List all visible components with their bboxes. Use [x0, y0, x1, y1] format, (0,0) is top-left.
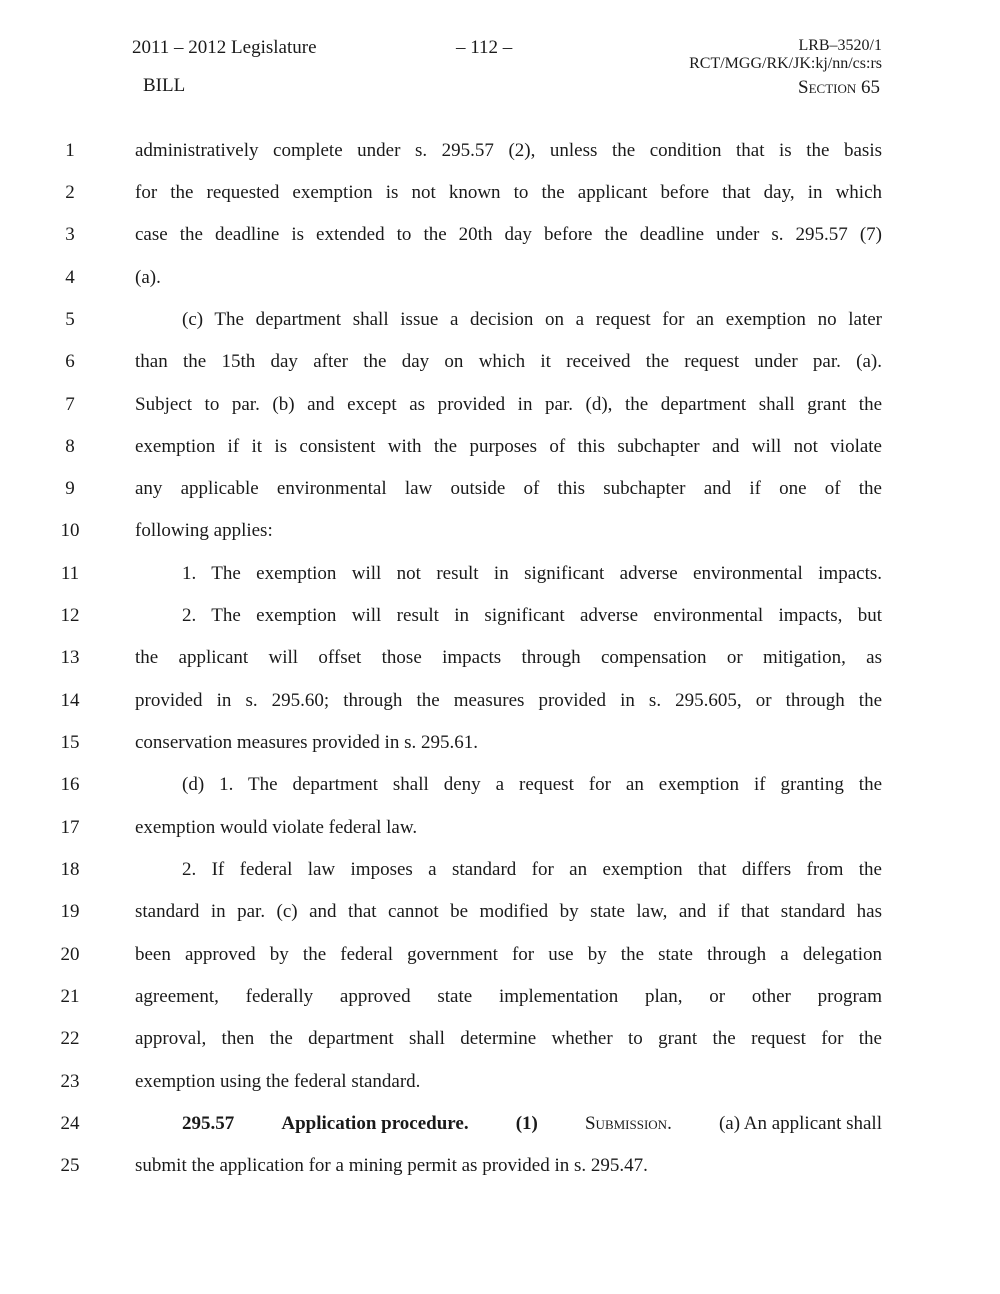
- text-line: [0, 813, 1000, 843]
- line-text: 2. The exemption will result in significant adverse environmental impacts, but: [182, 605, 882, 626]
- line-text: submit the application for a mining permit as provided in s. 295.47.: [135, 1155, 648, 1176]
- text-line: [0, 516, 1000, 546]
- line-number: 18: [60, 859, 80, 880]
- line-text: Subject to par. (b) and except as provided in par. (d), the department shall grant the: [135, 394, 882, 415]
- text-line: [0, 770, 1000, 800]
- line-number: 15: [60, 732, 80, 753]
- text-line: [0, 178, 1000, 208]
- subsection-title: Submission.: [584, 1113, 672, 1134]
- line-number: 3: [65, 224, 75, 245]
- line-text: conservation measures provided in s. 295.61.: [135, 732, 478, 753]
- text-line: [0, 601, 1000, 631]
- text-line: [0, 940, 1000, 970]
- bill-label: BILL: [143, 75, 186, 96]
- statute-number: 295.57: [182, 1113, 235, 1134]
- line-number: 6: [65, 351, 75, 372]
- text-line: [0, 432, 1000, 462]
- line-text: standard in par. (c) and that cannot be modified by state law, and if that standard has: [135, 901, 882, 922]
- line-number: 9: [65, 478, 75, 499]
- line-text: exemption using the federal standard.: [135, 1071, 421, 1092]
- line-number: 22: [60, 1028, 80, 1049]
- text-line: [0, 643, 1000, 673]
- line-number: 5: [65, 309, 75, 330]
- line-number: 12: [60, 605, 80, 626]
- text-line: [0, 982, 1000, 1012]
- section-label: Section 65: [798, 77, 880, 98]
- line-text: exemption if it is consistent with the purposes of this subchapter and will not violate: [135, 436, 882, 457]
- line-text: exemption would violate federal law.: [135, 817, 418, 838]
- drafter-initials: RCT/MGG/RK/JK:kj/nn/cs:rs: [689, 55, 882, 72]
- line-number: 19: [60, 901, 80, 922]
- line-text: 1. The exemption will not result in significant adverse environmental impacts.: [182, 563, 882, 584]
- line-number: 11: [60, 563, 80, 584]
- line-text: approval, then the department shall determine whether to grant the request for the: [135, 1028, 882, 1049]
- line-number: 21: [60, 986, 80, 1007]
- section-heading-line: [0, 1109, 1000, 1139]
- line-number: 23: [60, 1071, 80, 1092]
- line-number: 24: [60, 1113, 80, 1134]
- line-number: 7: [65, 394, 75, 415]
- text-line: [0, 1067, 1000, 1097]
- text-line: [0, 474, 1000, 504]
- text-line: [0, 728, 1000, 758]
- line-number: 17: [60, 817, 80, 838]
- text-line: [0, 305, 1000, 335]
- text-line: [0, 347, 1000, 377]
- lrb-number: LRB–3520/1: [798, 37, 882, 54]
- text-line: [0, 686, 1000, 716]
- subsection-number: (1): [515, 1113, 538, 1134]
- line-number: 2: [65, 182, 75, 203]
- text-line: [0, 220, 1000, 250]
- line-text: agreement, federally approved state implementation plan, or other program: [135, 986, 882, 1007]
- line-text: (a).: [135, 267, 161, 288]
- line-number: 10: [60, 520, 80, 541]
- line-text: provided in s. 295.60; through the measures provided in s. 295.605, or through the: [135, 690, 882, 711]
- text-line: [0, 855, 1000, 885]
- text-line: [0, 390, 1000, 420]
- line-number: 4: [65, 267, 75, 288]
- line-text: than the 15th day after the day on which it received the request under par. (a).: [135, 351, 882, 372]
- line-number: 14: [60, 690, 80, 711]
- text-line: [0, 263, 1000, 293]
- text-line: [0, 559, 1000, 589]
- line-number: 8: [65, 436, 75, 457]
- text-line: [0, 1024, 1000, 1054]
- line-text: administratively complete under s. 295.57 (2), unless the condition that is the basis: [135, 140, 882, 161]
- line-number: 1: [65, 140, 75, 161]
- line-text: for the requested exemption is not known to the applicant before that day, in which: [135, 182, 882, 203]
- legislature-label: 2011 – 2012 Legislature: [132, 37, 317, 58]
- text-line: [0, 1151, 1000, 1181]
- line-text: been approved by the federal government for use by the state through a delegation: [135, 944, 882, 965]
- line-text: the applicant will offset those impacts through compensation or mitigation, as: [135, 647, 882, 668]
- line-text-rest: (a) An applicant shall: [718, 1113, 882, 1134]
- line-number: 20: [60, 944, 80, 965]
- line-number: 13: [60, 647, 80, 668]
- line-number: 16: [60, 774, 80, 795]
- line-text: any applicable environmental law outside of this subchapter and if one of the: [135, 478, 882, 499]
- line-number: 25: [60, 1155, 80, 1176]
- line-text: 2. If federal law imposes a standard for an exemption that differs from the: [182, 859, 882, 880]
- text-line: [0, 897, 1000, 927]
- section-title: Application procedure.: [281, 1113, 469, 1134]
- line-text: [182, 1109, 882, 1139]
- line-text: following applies:: [135, 520, 273, 541]
- text-line: [0, 136, 1000, 166]
- line-text: (d) 1. The department shall deny a request for an exemption if granting the: [182, 774, 882, 795]
- line-text: (c) The department shall issue a decision on a request for an exemption no later: [182, 309, 882, 330]
- line-text: case the deadline is extended to the 20th day before the deadline under s. 295.57 (7): [135, 224, 882, 245]
- page-number: – 112 –: [456, 37, 513, 58]
